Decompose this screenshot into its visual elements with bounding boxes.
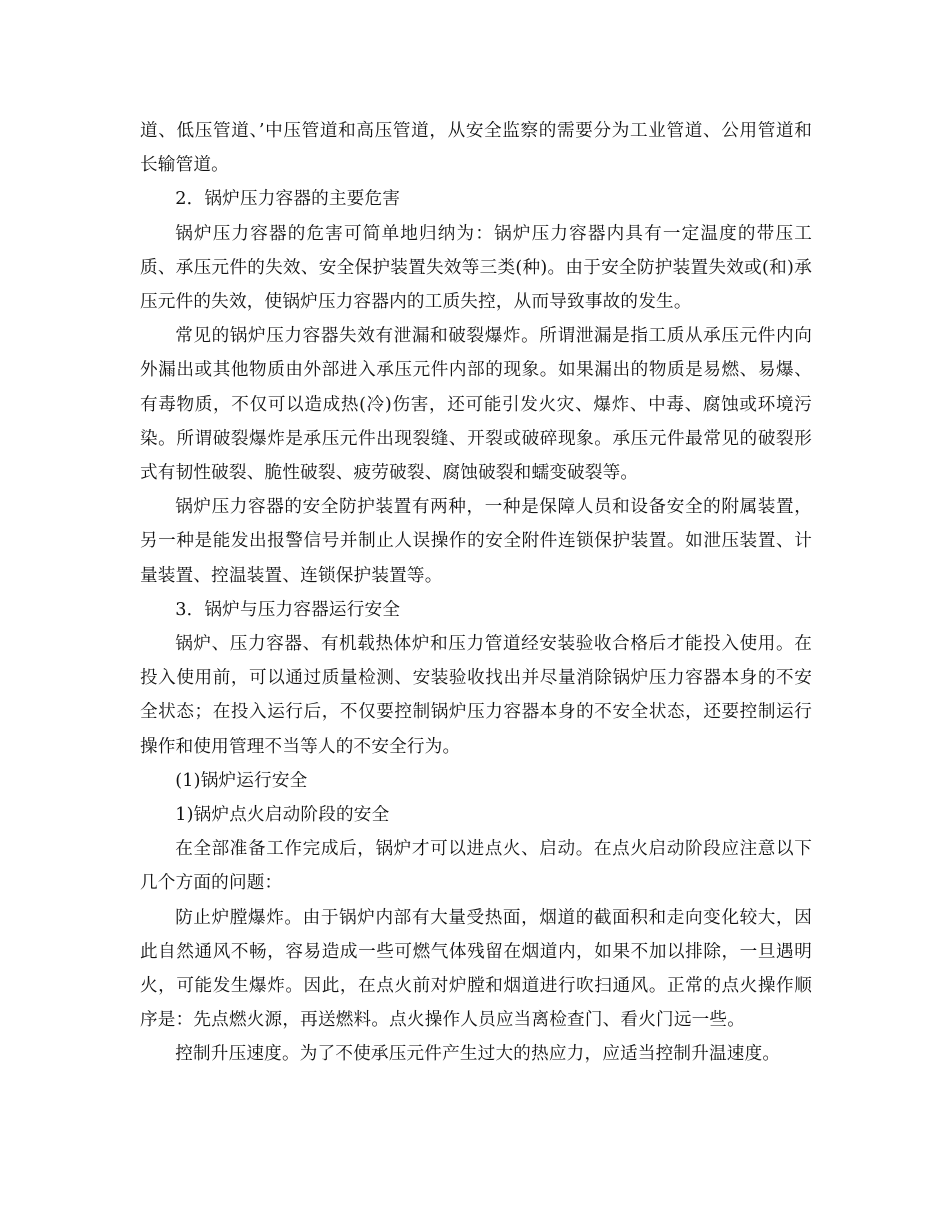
section-heading-operation-safety: 3．锅炉与压力容器运行安全 <box>175 599 401 620</box>
paragraph-hazard-summary: 锅炉压力容器的危害可简单地归纳为：锅炉压力容器内具有一定温度的带压工质、承压元件的失效、安全保护装置失效等三类(种)。由于安全防护装置失效或(和)承压元件的失效，使锅炉压力容器内的工质失控，从而导致事故的发生。 <box>140 223 812 313</box>
subheading-ignition-startup: 1)锅炉点火启动阶段的安全 <box>175 805 390 826</box>
subheading-boiler-operation: (1)锅炉运行安全 <box>175 770 308 791</box>
paragraph-ignition-prep: 在全部准备工作完成后，锅炉才可以进点火、启动。在点火启动阶段应注意以下几个方面的问题： <box>140 839 812 894</box>
paragraph-pressure-rise: 控制升压速度。为了不使承压元件产生过大的热应力，应适当控制升温速度。 <box>175 1044 781 1065</box>
paragraph-safety-devices: 锅炉压力容器的安全防护装置有两种，一种是保障人员和设备安全的附属装置，另一种是能发出报警信号并制止人误操作的安全附件连锁保护装置。如泄压装置、计量装置、控温装置、连锁保护装置等。 <box>140 497 812 586</box>
paragraph-furnace-explosion: 防止炉膛爆炸。由于锅炉内部有大量受热面，烟道的截面积和走向变化较大，因此自然通风不畅，容易造成一些可燃气体残留在烟道内，如果不加以排除，一旦遇明火，可能发生爆炸。因此，在点火前对炉膛和烟道进行吹扫通风。正常的点火操作顺序是：先点燃火源，再送燃料。点火操作人员应当离检查门、看火门远一些。 <box>140 907 812 1031</box>
document-body <box>140 114 812 1072</box>
paragraph-failure-modes: 常见的锅炉压力容器失效有泄漏和破裂爆炸。所谓泄漏是指工质从承压元件内向外漏出或其他物质由外部进入承压元件内部的现象。如果漏出的物质是易燃、易爆、有毒物质，不仅可以造成热(冷)伤害，还可能引发火灾、爆炸、中毒、腐蚀或环境污染。所谓破裂爆炸是承压元件出现裂缝、开裂或破碎现象。承压元件最常见的破裂形式有韧性破裂、脆性破裂、疲劳破裂、腐蚀破裂和蠕变破裂等。 <box>140 326 812 484</box>
section-heading-main-hazards: 2．锅炉压力容器的主要危害 <box>175 189 401 210</box>
paragraph-pipeline-classification: 道、低压管道、’中压管道和高压管道，从安全监察的需要分为工业管道、公用管道和长输管道。 <box>140 121 812 176</box>
paragraph-operation-intro: 锅炉、压力容器、有机载热体炉和压力管道经安装验收合格后才能投入使用。在投入使用前，可以通过质量检测、安装验收找出并尽量消除锅炉压力容器本身的不安全状态；在投入运行后，不仅要控制锅炉压力容器本身的不安全状态，还要控制运行操作和使用管理不当等人的不安全行为。 <box>140 634 812 757</box>
